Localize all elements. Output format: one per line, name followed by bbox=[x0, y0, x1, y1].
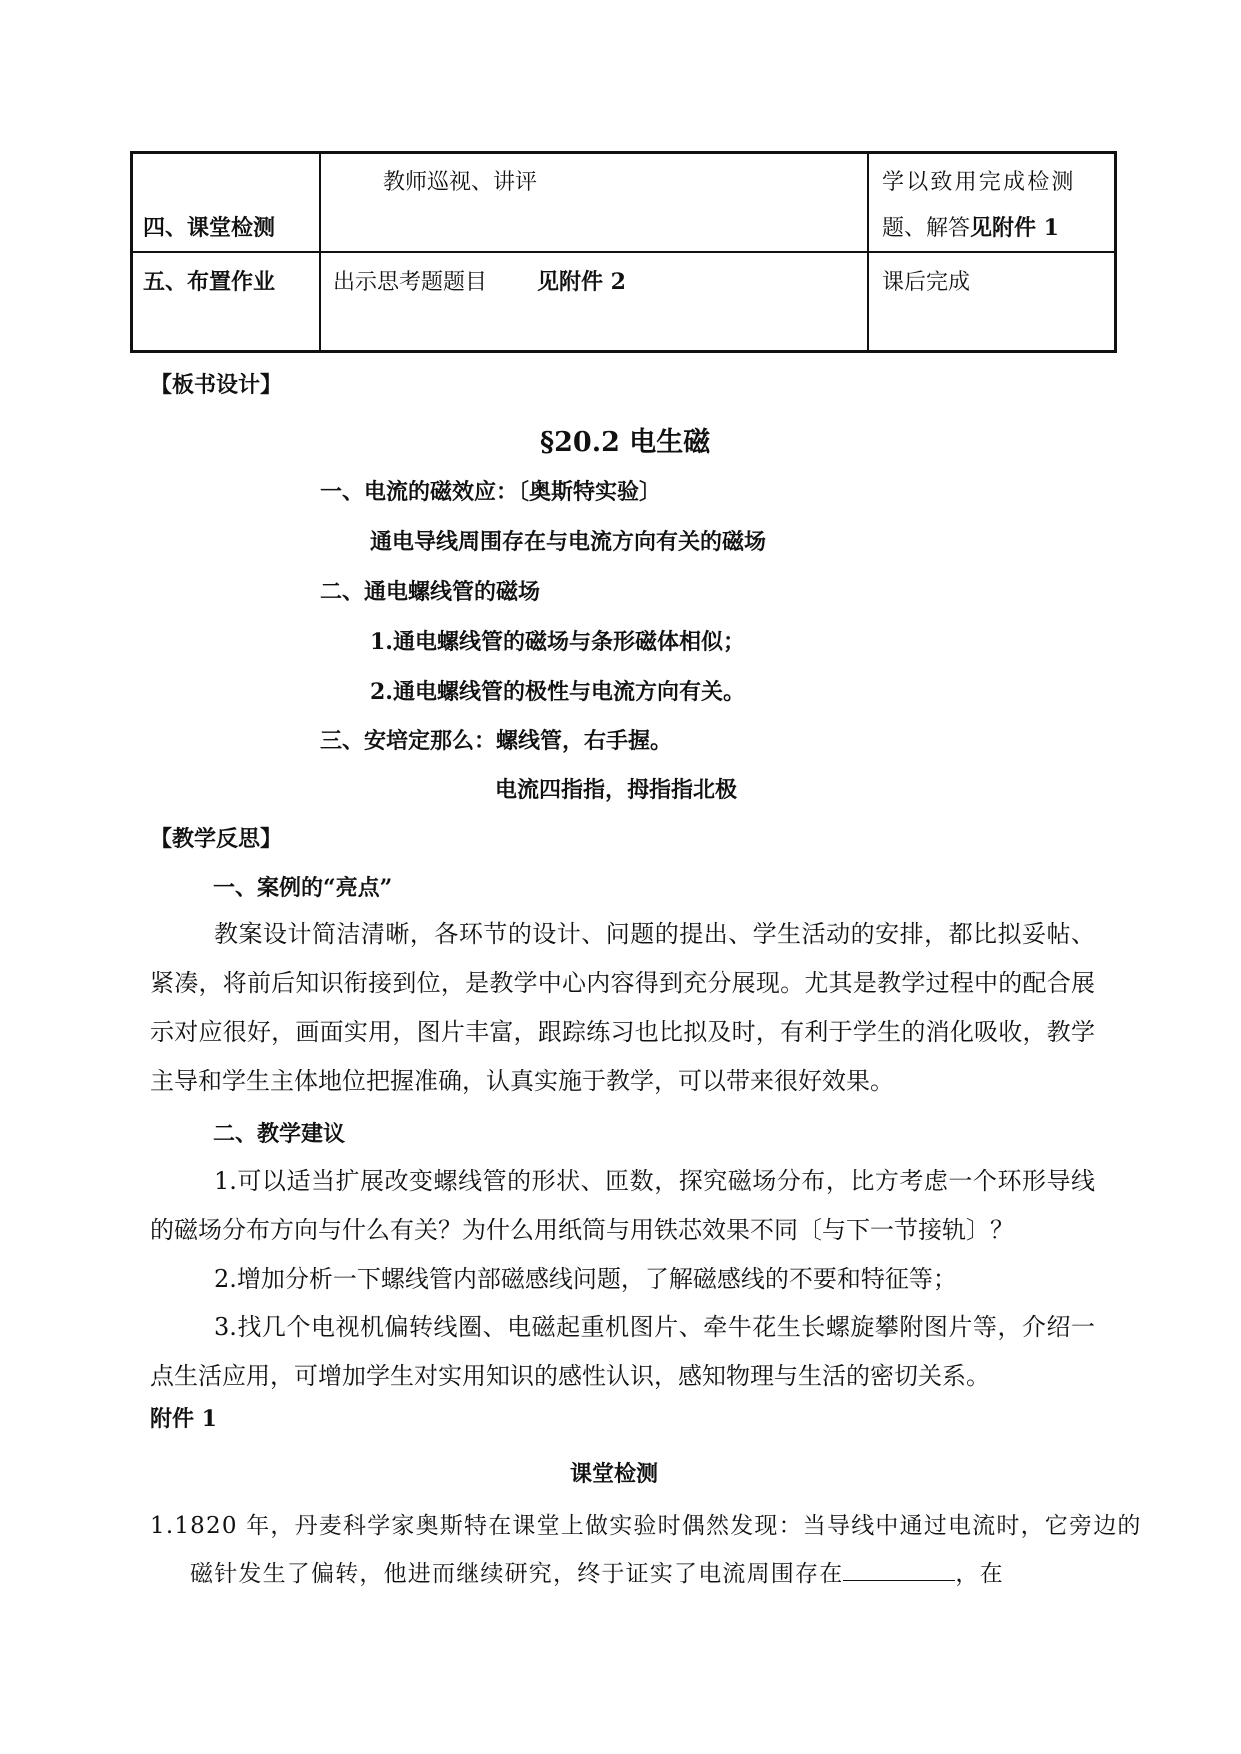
board-design-heading: 【板书设计】 bbox=[150, 372, 283, 398]
row1-student-text: 题、解答 bbox=[882, 216, 971, 241]
appendix-title: 课堂检测 bbox=[570, 1461, 659, 1487]
board-line-6: 三、安培定那么：螺线管，右手握。 bbox=[320, 728, 673, 754]
row2-student-activity: 课后完成 bbox=[882, 270, 971, 295]
board-line-3: 二、通电螺线管的磁场 bbox=[320, 579, 541, 605]
row2-teacher-text: 出示思考题题目 bbox=[333, 270, 488, 295]
board-line-2: 通电导线周围存在与电流方向有关的磁场 bbox=[370, 529, 767, 555]
table-col-divider-1 bbox=[319, 151, 321, 353]
row2-stage: 五、布置作业 bbox=[143, 269, 276, 295]
table-border-top bbox=[130, 151, 1117, 154]
row1-stage: 四、课堂检测 bbox=[143, 215, 276, 241]
board-line-7: 电流四指指，拇指指北极 bbox=[495, 777, 738, 803]
board-line-1: 一、电流的磁效应：〔奥斯特实验〕 bbox=[320, 479, 662, 505]
row1-teacher-activity: 教师巡视、讲评 bbox=[383, 170, 538, 195]
table-border-bottom bbox=[130, 350, 1117, 353]
quiz-question-1-tail: ，在 bbox=[955, 1561, 1004, 1587]
quiz-question-1-text: 1.1820 年，丹麦科学家奥斯特在课堂上做实验时偶然发现：当导线中通过电流时，它旁边的磁针发生了偏转，他进而继续研究，终于证实了电流周围存在 bbox=[150, 1513, 1142, 1587]
lesson-table bbox=[130, 151, 1117, 353]
suggestion-item-2: 2.增加分析一下螺线管内部磁感线问题，了解磁感线的不要和特征等； bbox=[214, 1265, 957, 1293]
board-title: §20.2 电生磁 bbox=[540, 427, 711, 458]
suggestion-item-1: 1.可以适当扩展改变螺线管的形状、匝数，探究磁场分布，比方考虑一个环形导线的磁场分布方向与什么有关？为什么用纸筒与用铁芯效果不同〔与下一节接轨〕？ bbox=[150, 1167, 1095, 1244]
board-line-4: 1.通电螺线管的磁场与条形磁体相似； bbox=[370, 629, 745, 655]
reflection-heading: 【教学反思】 bbox=[150, 826, 283, 852]
appendix-label: 附件 1 bbox=[150, 1406, 217, 1432]
table-row-divider bbox=[130, 251, 1117, 253]
board-line-5: 2.通电螺线管的极性与电流方向有关。 bbox=[370, 679, 745, 705]
quiz-answer-blank[interactable] bbox=[843, 1558, 955, 1581]
row2-teacher-activity bbox=[333, 265, 626, 296]
suggestion-item-3: 3.找几个电视机偏转线圈、电磁起重机图片、牵牛花生长螺旋攀附图片等，介绍一点生活应用，可增加学生对实用知识的感性认识，感知物理与生活的密切关系。 bbox=[150, 1313, 1095, 1390]
reflection-paragraph-highlights: 教案设计简洁清晰，各环节的设计、问题的提出、学生活动的安排，都比拟妥帖、紧凑，将前后知识衔接到位，是教学中心内容得到充分展现。尤其是教学过程中的配合展示对应很好，画面实用，图片丰富，跟踪练习也比拟及时，有利于学生的消化吸收，教学主导和学生主体地位把握准确，认真实施于教学，可以带来很好效果。 bbox=[150, 920, 1095, 1095]
row1-student-activity-line2 bbox=[882, 211, 1059, 242]
row1-appendix-ref: 见附件 1 bbox=[970, 215, 1059, 241]
reflection-subheading-suggestions: 二、教学建议 bbox=[213, 1121, 346, 1147]
table-col-divider-2 bbox=[867, 151, 869, 353]
quiz-question-1 bbox=[150, 1502, 1150, 1598]
reflection-subheading-highlights: 一、案例的“亮点” bbox=[213, 875, 393, 901]
row1-student-activity-line1: 学以致用完成检测 bbox=[882, 170, 1076, 195]
row2-appendix-ref: 见附件 2 bbox=[537, 269, 626, 295]
